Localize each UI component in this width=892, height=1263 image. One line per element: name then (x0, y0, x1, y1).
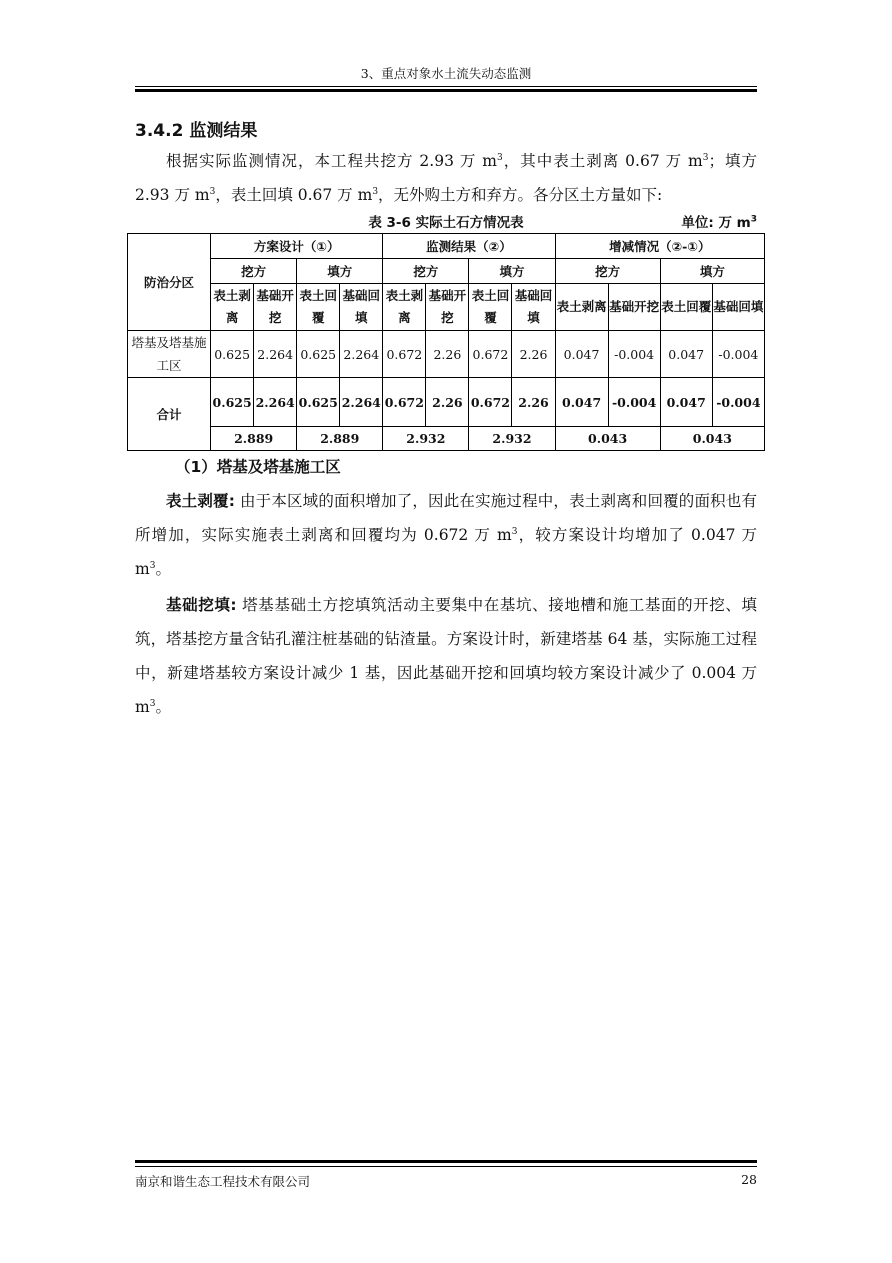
foundation-end: 。 (155, 698, 171, 716)
fill-header: 填方 (469, 259, 555, 284)
value-cell: 0.047 (660, 378, 712, 427)
dig-header: 挖方 (555, 259, 660, 284)
value-cell: 0.672 (383, 331, 426, 378)
sub-header: 表土回覆 (469, 284, 512, 331)
intro-text-3: ；填方 2.93 万 m (135, 152, 757, 204)
value-cell: -0.004 (712, 378, 764, 427)
value-cell: 0.672 (469, 378, 512, 427)
sub-header: 基础回填 (340, 284, 383, 331)
intro-text-1: 根据实际监测情况，本工程共挖方 2.93 万 m (166, 152, 498, 170)
total-cell: 2.889 (211, 427, 297, 451)
value-cell: 0.625 (297, 378, 340, 427)
table-header-row (128, 284, 765, 331)
page-header-title: 3、重点对象水土流失动态监测 (360, 66, 532, 81)
sub-header: 基础回填 (712, 284, 764, 331)
group-header-plan: 方案设计（①） (211, 234, 383, 259)
table-row-total (128, 378, 765, 427)
sub-header: 表土回覆 (297, 284, 340, 331)
group-header-change: 增减情况（②-①） (555, 234, 764, 259)
footer-rule-thick (135, 1160, 757, 1163)
topsoil-paragraph (135, 484, 757, 586)
section-title: 3.4.2 监测结果 (135, 121, 258, 141)
group-header-monitor: 监测结果（②） (383, 234, 555, 259)
table-unit (681, 211, 757, 231)
value-cell: -0.004 (608, 378, 660, 427)
value-cell: 0.047 (660, 331, 712, 378)
topsoil-text: 由于本区域的面积增加了，因此在实施过程中，表土剥离和回覆的面积也有所增加，实际实施表土剥离和回覆均为 0.672 万 m (135, 492, 757, 544)
intro-paragraph (135, 144, 757, 212)
sub-header: 基础回填 (512, 284, 555, 331)
value-cell: 2.26 (512, 331, 555, 378)
foundation-paragraph (135, 588, 757, 724)
earthwork-table (127, 233, 765, 451)
unit-sup: 3 (372, 186, 379, 197)
unit-sup: 3 (149, 560, 156, 571)
table-header-row (128, 259, 765, 284)
value-cell: 2.264 (254, 331, 297, 378)
unit-sup: 3 (511, 526, 518, 537)
value-cell: 0.672 (383, 378, 426, 427)
page-number: 28 (741, 1172, 757, 1187)
sub-header: 基础开挖 (254, 284, 297, 331)
value-cell: 0.047 (555, 331, 608, 378)
unit-sup: 3 (497, 152, 503, 163)
value-cell: 2.26 (512, 378, 555, 427)
unit-sup: 3 (209, 186, 216, 197)
total-cell: 0.043 (660, 427, 764, 451)
header-rule-thin (135, 86, 757, 87)
table-unit-label: 单位: 万 m (681, 215, 751, 231)
value-cell: -0.004 (712, 331, 764, 378)
value-cell: 0.625 (297, 331, 340, 378)
unit-sup: 3 (149, 698, 156, 709)
foundation-text: 塔基基础土方挖填筑活动主要集中在基坑、接地槽和施工基面的开挖、填筑，塔基挖方量含钻孔灌注桩基础的钻渣量。方案设计时，新建塔基 64 基，实际施工过程中，新建塔基较方案设计减少 1 基，因此基础开挖和回填均较方案设计减少了 0.004 万 m (135, 596, 758, 716)
value-cell: 2.264 (340, 331, 383, 378)
value-cell: -0.004 (608, 331, 660, 378)
table-header-row (128, 234, 765, 259)
sub-header: 表土回覆 (660, 284, 712, 331)
topsoil-lead: 表土剥覆: (166, 492, 235, 510)
fill-header: 填方 (660, 259, 764, 284)
value-cell: 2.264 (340, 378, 383, 427)
footer-rule-thin (135, 1166, 757, 1167)
value-cell: 0.625 (211, 331, 254, 378)
value-cell: 0.625 (211, 378, 254, 427)
unit-sup: 3 (702, 152, 709, 163)
total-cell: 2.889 (297, 427, 383, 451)
intro-text-4: ，表土回填 0.67 万 m (215, 186, 373, 204)
unit-sup: 3 (750, 214, 757, 225)
sub-header: 表土剥离 (383, 284, 426, 331)
table-row (128, 331, 765, 378)
sub-header: 基础开挖 (608, 284, 660, 331)
zone-cell: 塔基及塔基施工区 (128, 331, 211, 378)
value-cell: 2.264 (254, 378, 297, 427)
sub-header: 表土剥离 (555, 284, 608, 331)
value-cell: 0.047 (555, 378, 608, 427)
foundation-lead: 基础挖填: (166, 596, 237, 614)
fill-header: 填方 (297, 259, 383, 284)
value-cell: 0.672 (469, 331, 512, 378)
zone-cell: 合计 (128, 378, 211, 451)
table-row-sum (128, 427, 765, 451)
table-caption: 表 3-6 实际土石方情况表 (368, 215, 524, 231)
total-cell: 2.932 (469, 427, 555, 451)
sub-header: 基础开挖 (426, 284, 469, 331)
topsoil-end: 。 (155, 560, 171, 578)
total-cell: 2.932 (383, 427, 469, 451)
topsoil-tail: ，较方案设计均增加了 0.047 万 m (135, 526, 757, 578)
dig-header: 挖方 (211, 259, 297, 284)
footer-company: 南京和谐生态工程技术有限公司 (135, 1174, 311, 1189)
sub-header: 表土剥离 (211, 284, 254, 331)
zone-header: 防治分区 (128, 234, 211, 331)
table-caption-row (135, 211, 757, 231)
subsection-title: （1）塔基及塔基施工区 (175, 458, 341, 476)
intro-text-2: ，其中表土剥离 0.67 万 m (502, 152, 703, 170)
intro-text-5: ，无外购土方和弃方。各分区土方量如下: (378, 186, 663, 204)
value-cell: 2.26 (426, 378, 469, 427)
total-cell: 0.043 (555, 427, 660, 451)
header-rule-thick (135, 89, 757, 92)
dig-header: 挖方 (383, 259, 469, 284)
value-cell: 2.26 (426, 331, 469, 378)
